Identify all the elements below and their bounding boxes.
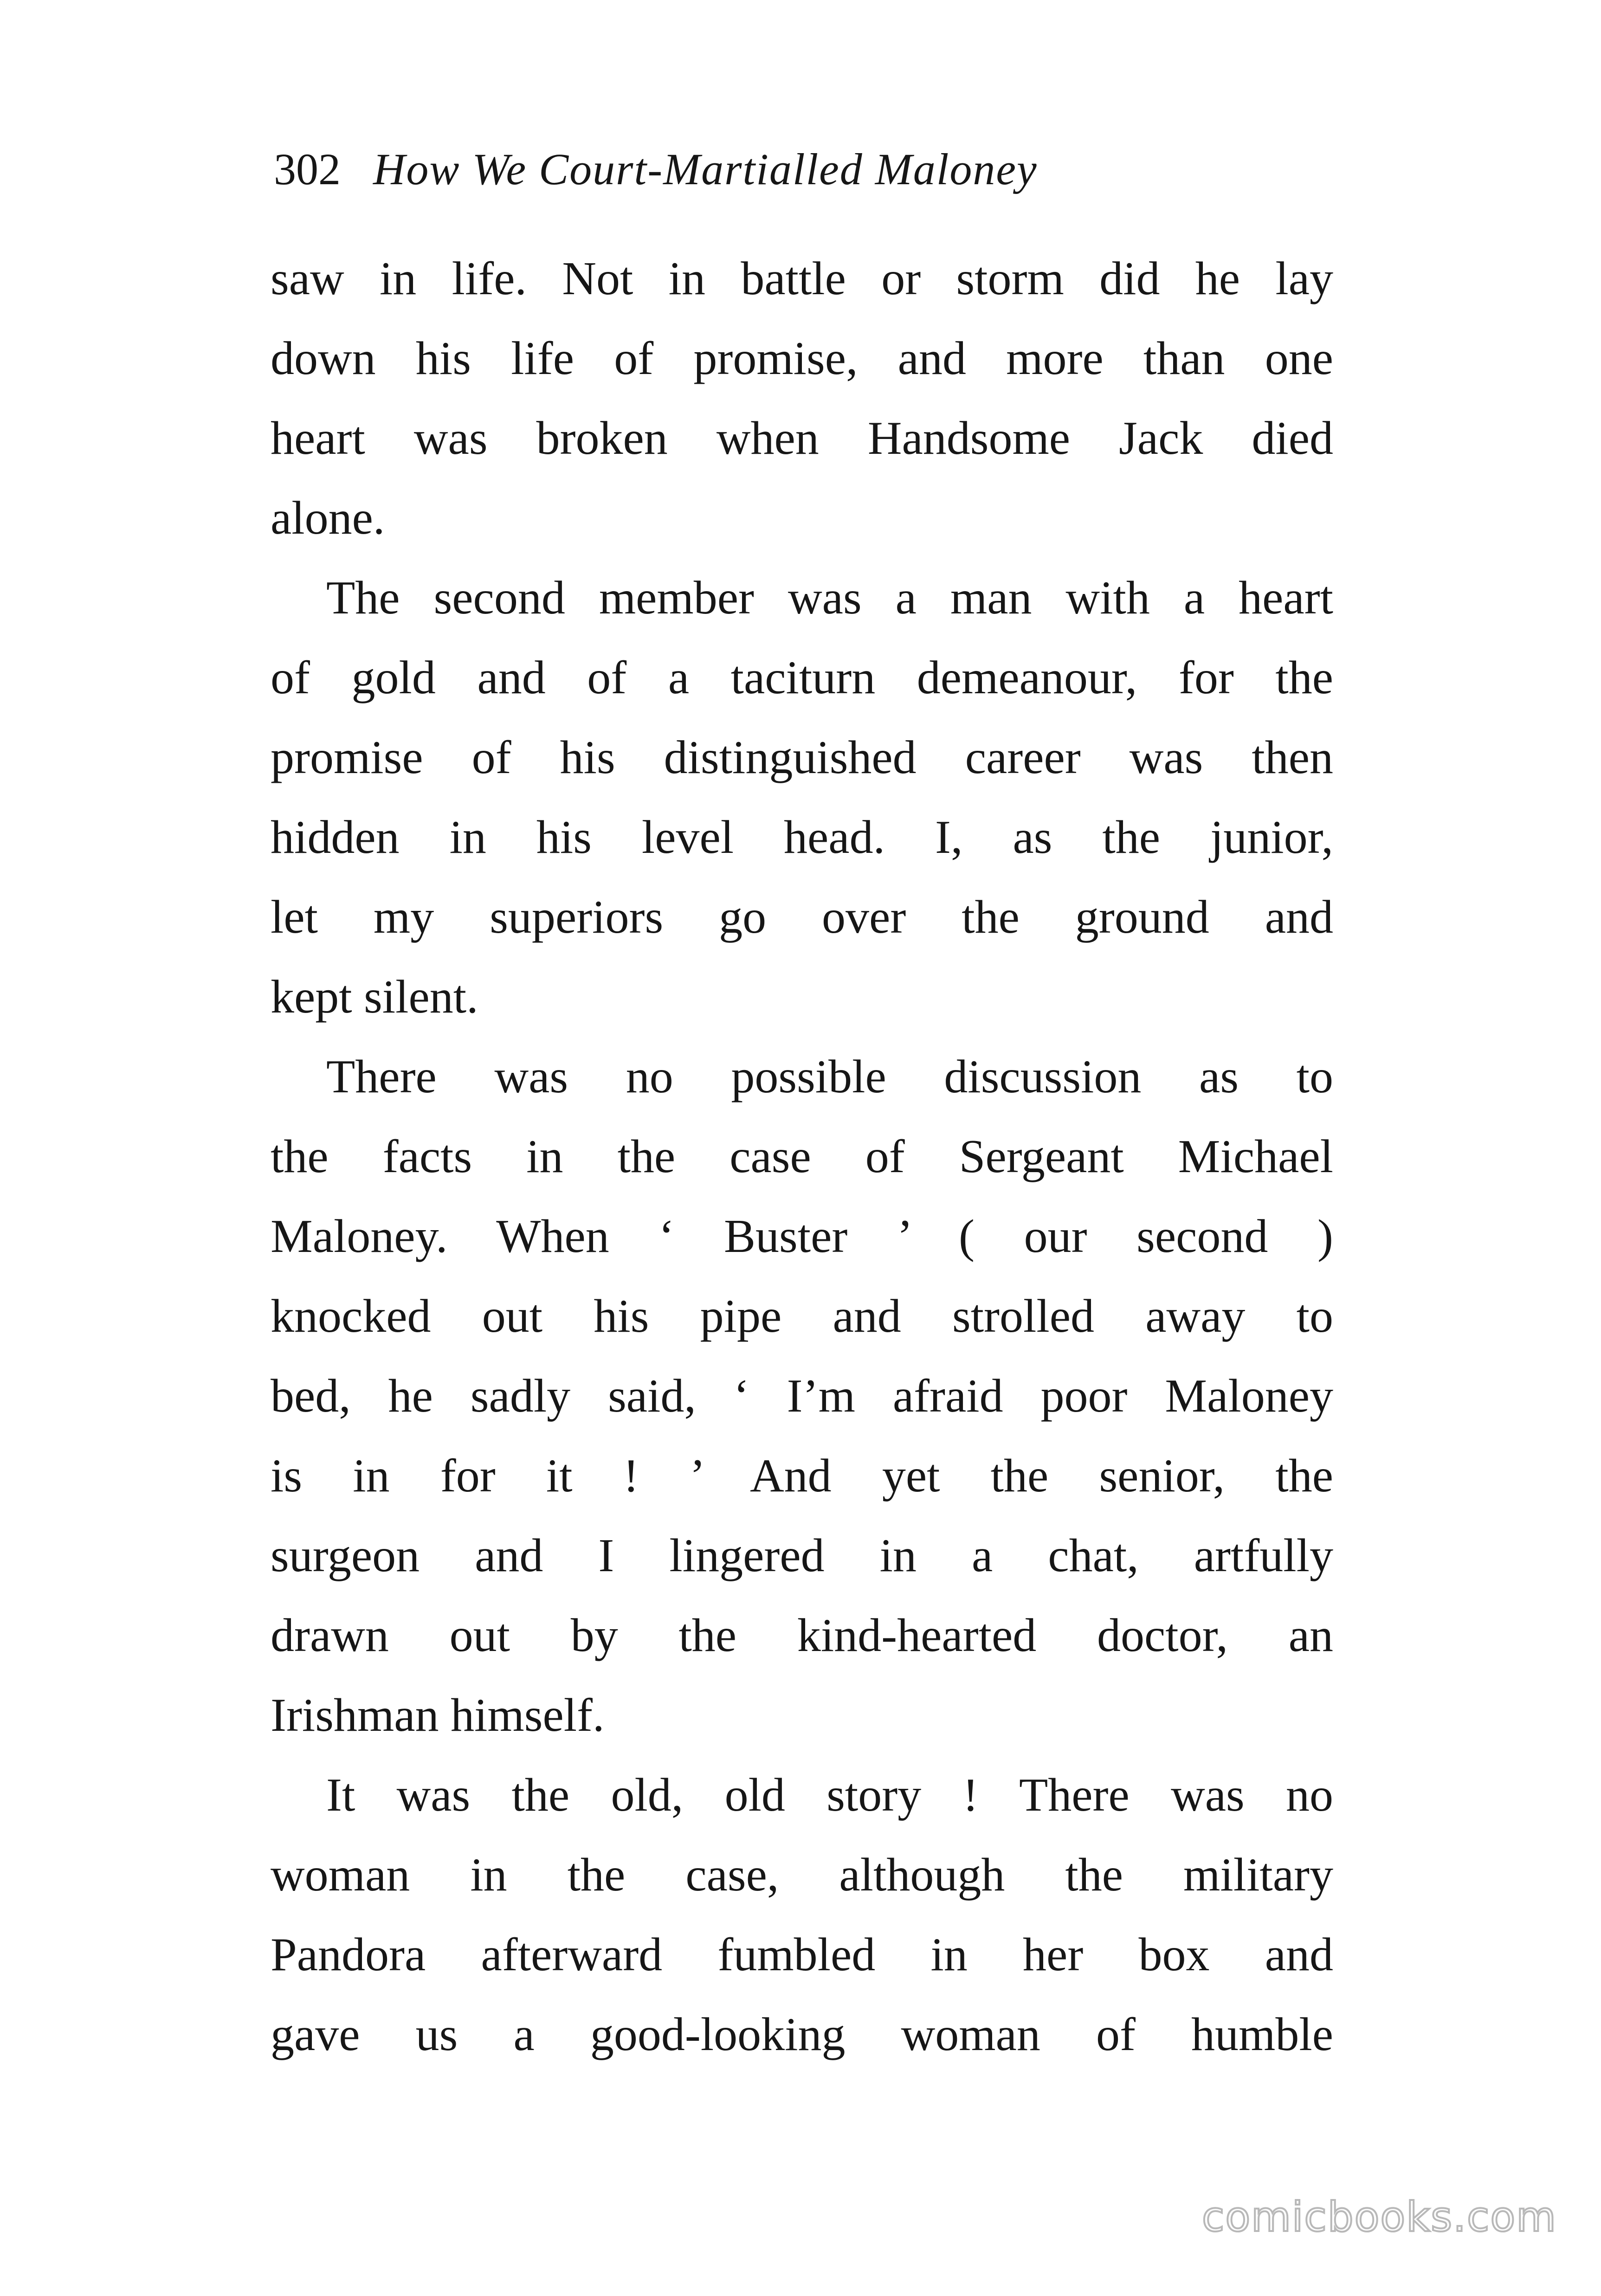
text-line: bed, he sadly said, ‘ I’m afraid poor Maloney — [271, 1370, 1333, 1422]
text-line: let my superiors go over the ground and — [271, 891, 1333, 943]
running-head — [274, 139, 1341, 200]
text-line: is in for it ! ’ And yet the senior, the — [271, 1450, 1333, 1502]
text-line: surgeon and I lingered in a chat, artfully — [271, 1529, 1333, 1582]
text-line: The second member was a man with a heart — [326, 572, 1333, 624]
text-line: Pandora afterward fumbled in her box and — [271, 1928, 1333, 1981]
text-line: down his life of promise, and more than one — [271, 332, 1333, 385]
paragraph-2 — [271, 558, 1333, 1037]
text-line: the facts in the case of Sergeant Michael — [271, 1130, 1333, 1183]
text-line: alone. — [271, 492, 385, 544]
paragraph-4 — [271, 1755, 1333, 2075]
text-line: promise of his distinguished career was then — [271, 731, 1333, 784]
text-line: woman in the case, although the military — [271, 1849, 1333, 1901]
text-line: heart was broken when Handsome Jack died — [271, 412, 1333, 464]
text-line: There was no possible discussion as to — [326, 1051, 1333, 1103]
text-line: of gold and of a taciturn demeanour, for the — [271, 651, 1333, 704]
text-line: drawn out by the kind-hearted doctor, an — [271, 1609, 1333, 1662]
text-line: hidden in his level head. I, as the junior, — [271, 811, 1333, 864]
body-text — [271, 239, 1333, 2075]
text-line: Irishman himself. — [271, 1689, 605, 1741]
running-title: How We Court-Martialled Maloney — [373, 144, 1038, 194]
text-line: gave us a good-looking woman of humble — [271, 2008, 1333, 2061]
page-number: 302 — [274, 144, 341, 194]
paragraph-1 — [271, 239, 1333, 558]
text-line: It was the old, old story ! There was no — [326, 1769, 1333, 1821]
text-line: Maloney. When ‘ Buster ’ ( our second ) — [271, 1210, 1333, 1263]
paragraph-3 — [271, 1037, 1333, 1755]
text-line: knocked out his pipe and strolled away to — [271, 1290, 1333, 1342]
text-line: saw in life. Not in battle or storm did he lay — [271, 252, 1333, 305]
text-line: kept silent. — [271, 971, 478, 1023]
watermark: comicbooks.com — [1201, 2193, 1557, 2241]
